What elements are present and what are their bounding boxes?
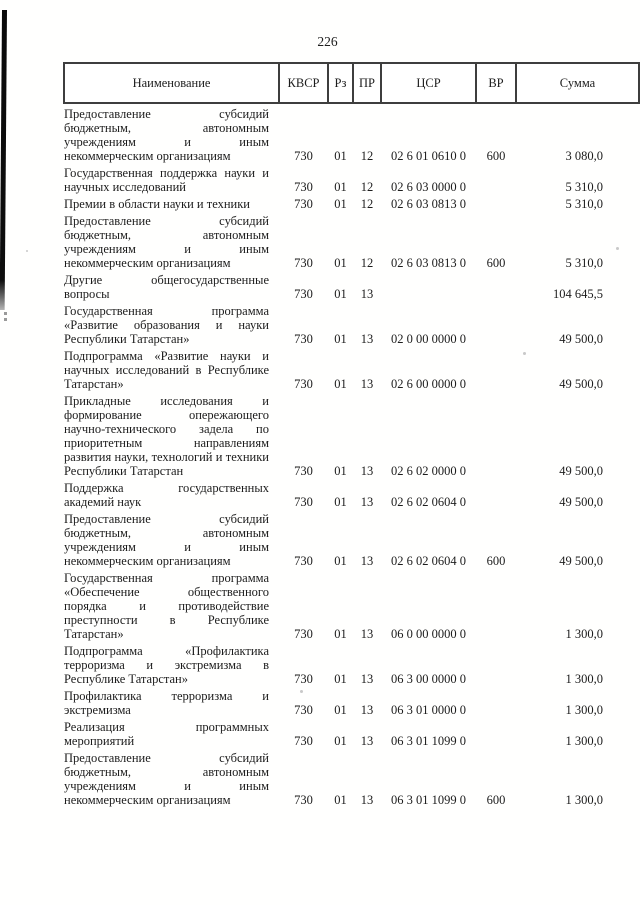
- cell-kvsr: 730: [294, 377, 313, 391]
- budget-table: [63, 62, 640, 807]
- cell-vr: [476, 568, 516, 641]
- table-row: [64, 509, 639, 568]
- cell-tsr: 06 3 01 1099 0: [391, 734, 466, 748]
- header-pr: ПР: [353, 63, 381, 103]
- cell-pr: 13: [360, 287, 374, 301]
- table-row: [64, 163, 639, 194]
- cell-kvsr: 730: [294, 197, 313, 211]
- cell-pr: 13: [360, 377, 374, 391]
- cell-tsr: 06 3 01 1099 0: [391, 793, 466, 807]
- table-row: [64, 346, 639, 391]
- table-row: [64, 478, 639, 509]
- cell-name: Государственная программа «Развитие образования и науки Республики Татарстан»: [64, 304, 269, 346]
- cell-sum: 1 300,0: [565, 672, 603, 686]
- cell-sum: 49 500,0: [559, 554, 603, 568]
- cell-vr: [476, 686, 516, 717]
- cell-rz: 01: [334, 703, 347, 717]
- cell-rz: 01: [334, 287, 347, 301]
- cell-tsr: [381, 270, 476, 301]
- cell-pr: 12: [360, 149, 374, 163]
- cell-pr: 13: [360, 332, 374, 346]
- cell-sum: 49 500,0: [559, 377, 603, 391]
- cell-kvsr: 730: [294, 627, 313, 641]
- table-row: [64, 270, 639, 301]
- cell-tsr: 02 6 03 0000 0: [391, 180, 466, 194]
- cell-name: Подпрограмма «Развитие науки и научных исследований в Республике Татарстан»: [64, 349, 269, 391]
- cell-name: Подпрограмма «Профилактика терроризма и экстремизма в Республике Татарстан»: [64, 644, 269, 686]
- cell-tsr: 06 3 00 0000 0: [391, 672, 466, 686]
- cell-vr: 600: [486, 793, 506, 807]
- cell-pr: 13: [360, 793, 374, 807]
- cell-vr: [476, 194, 516, 211]
- cell-tsr: 02 6 00 0000 0: [391, 377, 466, 391]
- cell-rz: 01: [334, 672, 347, 686]
- scan-dash-artifact: [4, 318, 7, 321]
- table-body: [64, 103, 639, 807]
- cell-rz: 01: [334, 734, 347, 748]
- cell-vr: [476, 301, 516, 346]
- cell-name: Премии в области науки и техники: [64, 197, 250, 211]
- header-row: [64, 63, 639, 103]
- cell-tsr: 02 6 02 0604 0: [391, 554, 466, 568]
- cell-rz: 01: [334, 464, 347, 478]
- cell-vr: [476, 641, 516, 686]
- cell-kvsr: 730: [294, 734, 313, 748]
- cell-vr: [476, 270, 516, 301]
- cell-kvsr: 730: [294, 180, 313, 194]
- cell-vr: [476, 478, 516, 509]
- cell-pr: 12: [360, 197, 374, 211]
- cell-rz: 01: [334, 793, 347, 807]
- cell-sum: 49 500,0: [559, 332, 603, 346]
- header-sum: Сумма: [516, 63, 639, 103]
- table-row: [64, 391, 639, 478]
- header-kvsr: КВСР: [279, 63, 328, 103]
- page-number: 226: [317, 34, 338, 49]
- table-row: [64, 194, 639, 211]
- cell-rz: 01: [334, 180, 347, 194]
- cell-pr: 13: [360, 672, 374, 686]
- cell-sum: 49 500,0: [559, 495, 603, 509]
- cell-vr: 600: [486, 256, 506, 270]
- cell-tsr: 02 6 03 0813 0: [391, 197, 466, 211]
- table-header: [64, 63, 639, 103]
- cell-kvsr: 730: [294, 703, 313, 717]
- cell-rz: 01: [334, 149, 347, 163]
- cell-name: Предоставление субсидий бюджетным, автономным учреждениям и иным некоммерческим организациям: [64, 512, 269, 568]
- cell-sum: 1 300,0: [565, 627, 603, 641]
- cell-name: Предоставление субсидий бюджетным, автономным учреждениям и иным некоммерческим организациям: [64, 107, 269, 163]
- cell-name: Государственная поддержка науки и научных исследований: [64, 166, 269, 194]
- cell-tsr: 02 6 02 0000 0: [391, 464, 466, 478]
- cell-kvsr: 730: [294, 287, 313, 301]
- cell-rz: 01: [334, 256, 347, 270]
- cell-rz: 01: [334, 332, 347, 346]
- cell-sum: 1 300,0: [565, 703, 603, 717]
- cell-sum: 1 300,0: [565, 793, 603, 807]
- cell-name: Реализация программных мероприятий: [64, 720, 269, 748]
- cell-kvsr: 730: [294, 672, 313, 686]
- cell-pr: 13: [360, 495, 374, 509]
- cell-pr: 13: [360, 554, 374, 568]
- cell-kvsr: 730: [294, 554, 313, 568]
- cell-name: Предоставление субсидий бюджетным, автономным учреждениям и иным некоммерческим организациям: [64, 214, 269, 270]
- cell-rz: 01: [334, 377, 347, 391]
- cell-kvsr: 730: [294, 256, 313, 270]
- cell-pr: 13: [360, 627, 374, 641]
- cell-tsr: 02 6 01 0610 0: [391, 149, 466, 163]
- cell-rz: 01: [334, 495, 347, 509]
- cell-kvsr: 730: [294, 149, 313, 163]
- cell-kvsr: 730: [294, 464, 313, 478]
- table-row: [64, 568, 639, 641]
- scan-speck: [26, 250, 28, 252]
- cell-pr: 13: [360, 734, 374, 748]
- cell-name: Поддержка государственных академий наук: [64, 481, 269, 509]
- header-vr: ВР: [476, 63, 516, 103]
- cell-name: Прикладные исследования и формирование опережающего научно-технического задела по приоритетным направлениям развития науки, технологий и техники Республики Татарстан: [64, 394, 269, 478]
- cell-pr: 13: [360, 703, 374, 717]
- cell-kvsr: 730: [294, 332, 313, 346]
- cell-tsr: 06 0 00 0000 0: [391, 627, 466, 641]
- cell-sum: 49 500,0: [559, 464, 603, 478]
- table-row: [64, 717, 639, 748]
- cell-sum: 5 310,0: [565, 256, 603, 270]
- cell-vr: [476, 346, 516, 391]
- cell-pr: 12: [360, 180, 374, 194]
- cell-sum: 104 645,5: [553, 287, 603, 301]
- cell-rz: 01: [334, 197, 347, 211]
- cell-kvsr: 730: [294, 793, 313, 807]
- cell-vr: 600: [486, 149, 506, 163]
- scan-edge-artifact: [0, 10, 7, 310]
- table-row: [64, 748, 639, 807]
- cell-tsr: 02 6 02 0604 0: [391, 495, 466, 509]
- cell-vr: [476, 717, 516, 748]
- cell-name: Предоставление субсидий бюджетным, автономным учреждениям и иным некоммерческим организациям: [64, 751, 269, 807]
- table-row: [64, 641, 639, 686]
- cell-rz: 01: [334, 627, 347, 641]
- cell-name: Государственная программа «Обеспечение общественного порядка и противодействие преступности в Республике Татарстан»: [64, 571, 269, 641]
- header-tsr: ЦСР: [381, 63, 476, 103]
- cell-pr: 13: [360, 464, 374, 478]
- table-row: [64, 211, 639, 270]
- cell-sum: 3 080,0: [565, 149, 603, 163]
- table-row: [64, 301, 639, 346]
- cell-tsr: 02 6 03 0813 0: [391, 256, 466, 270]
- cell-vr: 600: [486, 554, 506, 568]
- cell-kvsr: 730: [294, 495, 313, 509]
- cell-vr: [476, 163, 516, 194]
- cell-tsr: 06 3 01 0000 0: [391, 703, 466, 717]
- cell-name: Другие общегосударственные вопросы: [64, 273, 269, 301]
- header-rz: Рз: [328, 63, 353, 103]
- cell-rz: 01: [334, 554, 347, 568]
- cell-tsr: 02 0 00 0000 0: [391, 332, 466, 346]
- scan-dash-artifact: [4, 312, 7, 315]
- cell-vr: [476, 391, 516, 478]
- cell-pr: 12: [360, 256, 374, 270]
- cell-name: Профилактика терроризма и экстремизма: [64, 689, 269, 717]
- table-row: [64, 103, 639, 163]
- cell-sum: 5 310,0: [565, 197, 603, 211]
- cell-sum: 1 300,0: [565, 734, 603, 748]
- cell-sum: 5 310,0: [565, 180, 603, 194]
- table-row: [64, 686, 639, 717]
- header-name: Наименование: [64, 63, 279, 103]
